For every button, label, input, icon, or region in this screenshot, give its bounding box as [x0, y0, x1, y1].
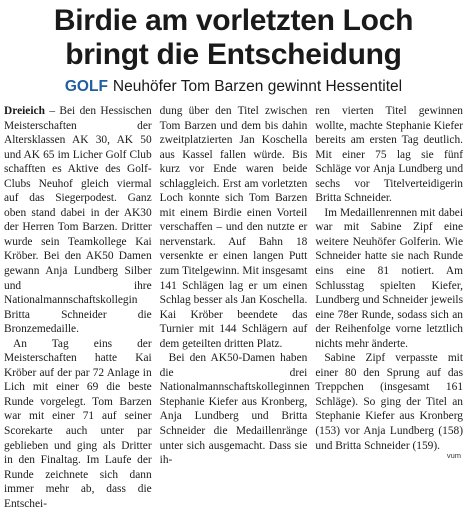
- author-initials: vum: [446, 451, 461, 460]
- headline-line-2: bringt die Entscheidung: [65, 38, 402, 71]
- dateline: Dreieich: [4, 105, 45, 117]
- paragraph: An Tag eins der Meisterschaften hatte Kai Kröber auf der par 72 Anlage in Lich mit einer 69 die beste Runde vorgelegt. Tom Barzen war mit einer 71 auf seiner Scorekarte auch unter par geblieben und ging als Dritter in den Finaltag. Im Laufe der Runde zeichnete sich dann immer mehr ab, dass die Entschei-: [4, 337, 152, 510]
- paragraph-text: – Bei den Hessischen Meisterschaften der Altersklassen AK 30, AK 50 und AK 65 im Licher Golf Club schafften es Aktive des Golf-Clubs Neuhof gleich viermal auf das Siegerpodest. Ganz oben stand dabei in der AK30 der Herren Tom Barzen. Dritter wurde sein Teamkollege Kai Kröber. Bei den AK50 Damen gewann Anja Lundberg Silber und ihre Nationalmannschaftskollegin Britta Schneider die Bronzemedaille.: [4, 105, 152, 336]
- text-column-2: [159, 104, 310, 467]
- paragraph: [4, 104, 152, 337]
- article-body: [4, 104, 464, 510]
- paragraph: dung über den Titel zwischen Tom Barzen und dem bis dahin zweitplatzierten Jan Koschella aus Kassel fallen würde. Bis kurz vor Ende waren beide schlaggleich. Erst am vorletzten Loch konnte sich Tom Barzen mit einem Birdie einen Vorteil verschaffen – und den nutzte er nervenstark. Auf Bahn 18 versenkte er einen langen Putt zum Titelgewinn. Mit insgesamt 141 Schlägen lag er um einen Schlag besser als Jan Koschella. Kai Kröber beendete das Turnier mit 144 Schlägern auf dem geteilten dritten Platz.: [159, 105, 308, 350]
- headline-line-1: Birdie am vorletzten Loch: [53, 4, 414, 37]
- paragraph: Bei den AK50-Damen haben die drei Nationalmannschaftskolleginnen Stephanie Kiefer aus Kronberg, Anja Lundberg und Britta Schneider die Medaillenränge unter sich ausgemacht. Dass sie ih-: [159, 352, 310, 467]
- subheadline: [0, 77, 467, 97]
- text-column-1: [4, 104, 152, 510]
- paragraph: ren vierten Titel gewinnen wollte, machte Stephanie Kiefer bereits am ersten Tag deutlich. Mit einer 75 lag sie fünf Schläge vor Anja Lundberg und sechs vor Titelverteidigerin Britta Schneider.: [315, 105, 464, 205]
- paragraph: Im Medaillenrennen mit dabei war mit Sabine Zipf eine weitere Neuhöfer Golferin. Wie Schneider hatte sie nach Runde eins eine 81 notiert. Am Schlusstag spielten Kiefer, Lundberg und Schneider jeweils eine 78er Runde, sodass sich an der Reihenfolge vorne letztlich nichts mehr änderte.: [315, 206, 464, 350]
- text-column-3: [315, 104, 463, 458]
- paragraph: Sabine Zipf verpasste mit einer 80 den Sprung auf das Treppchen (insgesamt 161 Schläge). So ging der Titel an Stephanie Kiefer aus Kronberg (153) vor Anja Lundberg (158) und Britta Schneider (159).: [315, 352, 464, 452]
- subheadline-text: Neuhöfer Tom Barzen gewinnt Hessentitel: [112, 78, 403, 95]
- section-kicker: GOLF: [64, 78, 108, 95]
- headline: [0, 4, 467, 72]
